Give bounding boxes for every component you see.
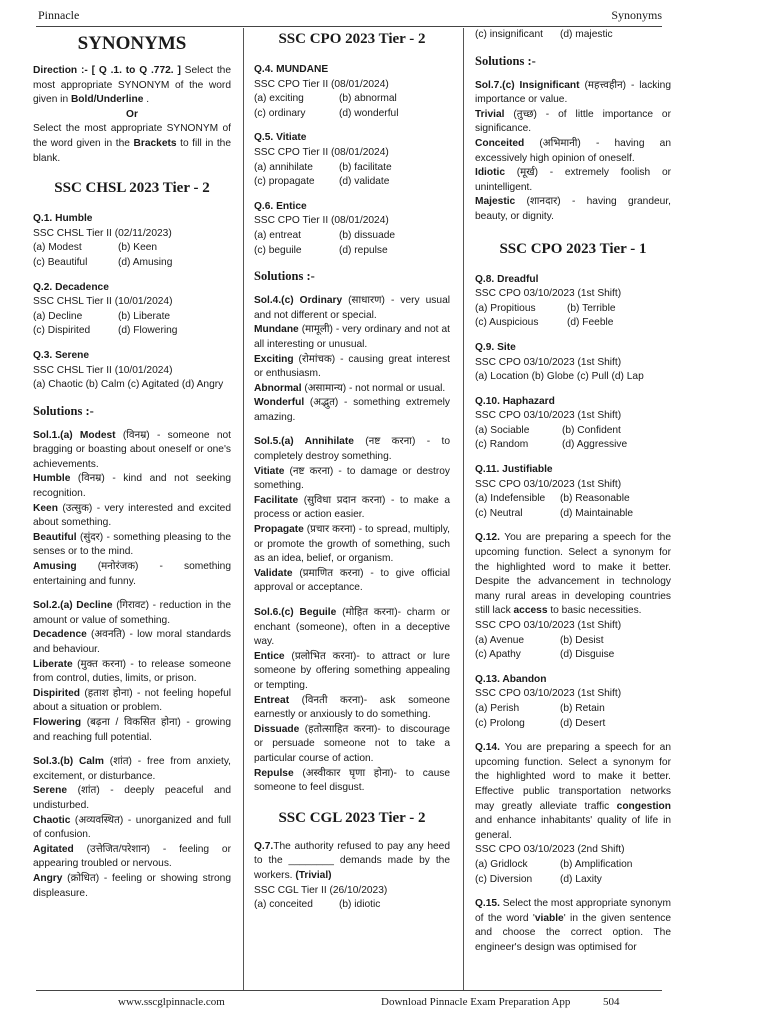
definition-term: Sol.3.(b) Calm: [33, 756, 104, 768]
option-c: (c) ordinary: [254, 107, 306, 119]
option-a: (a) Perish: [475, 702, 520, 714]
definition-line: [254, 323, 450, 352]
definition-line: [33, 716, 231, 745]
question-source: SSC CPO Tier II (08/01/2024): [254, 146, 389, 158]
definition-text: (बढ़ना / विकसित होना) - growing and reaching full potential.: [33, 716, 231, 743]
definition-line: [254, 294, 450, 323]
question-source: SSC CHSL Tier II (10/01/2024): [33, 364, 173, 376]
option-c: (c) Apathy: [475, 649, 521, 661]
header-brand: Pinnacle: [38, 8, 80, 22]
option-d: (d) Desert: [560, 717, 606, 729]
option-c: (c) insignificant: [475, 29, 543, 40]
definition-term: Humble: [33, 473, 71, 485]
definition-text: (मुक्त करना) - to release someone from control, duties, limits, or prison.: [33, 658, 231, 685]
question-head: Q.3. Serene: [33, 349, 90, 361]
option-c: (c) Random: [475, 439, 529, 451]
definition-line: [475, 137, 671, 166]
definition-line: [33, 472, 231, 501]
footer-website[interactable]: www.sscglpinnacle.com: [118, 996, 225, 1008]
question-2: [33, 281, 231, 339]
option-d: (d) Disguise: [560, 649, 615, 661]
definition-line: [254, 567, 450, 596]
question-source: SSC CPO 03/10/2023 (2nd Shift): [475, 844, 625, 856]
definition-term: Trivial: [475, 108, 505, 120]
option-a: (a) Indefensible: [475, 493, 546, 505]
question-head: Q.10. Haphazard: [475, 395, 555, 407]
question-7: [254, 840, 450, 913]
definition-text: (सुंदर) - something pleasing to the senses or to the mind.: [33, 531, 231, 558]
definition-text: (विनती करना)- ask someone earnestly or anxiously to do something.: [254, 694, 450, 721]
question-text: Q.14. You are preparing a speech for an upcoming function. Select a synonym for the highlighted word to make it better. Effective public transportation networks may greatly alleviate traffic congestion and enhance inhabitants' quality of life in general.: [475, 742, 671, 841]
definition-term: Sol.4.(c) Ordinary: [254, 295, 343, 307]
solutions-heading: Solutions :-: [254, 269, 315, 284]
question-source: SSC CPO 03/10/2023 (1st Shift): [475, 288, 622, 300]
option-c: (c) Prolong: [475, 717, 525, 729]
question-source: SSC CPO Tier II (08/01/2024): [254, 78, 389, 90]
option-b: (b) facilitate: [339, 161, 392, 173]
definition-text: (हताश होना) - not feeling hopeful about a situation or problem.: [33, 687, 231, 714]
definition-text: (प्रमाणित करना) - to give official approval or acceptance.: [254, 567, 450, 594]
definition-text: (रोमांचक) - causing great interest or enthusiasm.: [254, 353, 450, 380]
option-b: (b) Desist: [560, 634, 604, 646]
column-divider: [243, 28, 244, 990]
section-title: SSC CGL 2023 Tier - 2: [278, 809, 426, 826]
definition-text: (अभिमानी) - having an excessively high opinion of oneself.: [475, 137, 671, 164]
question-source: SSC CPO 03/10/2023 (1st Shift): [475, 410, 622, 422]
definition-text: (मामूली) - very ordinary and not at all interesting or unusual.: [254, 324, 450, 350]
definition-term: Abnormal: [254, 382, 302, 394]
definition-text: (नष्ट करना) - to completely destroy something.: [254, 436, 450, 463]
definition-text: (तुच्छ) - of little importance or significance.: [475, 108, 671, 135]
definition-term: Idiotic: [475, 167, 505, 179]
definition-line: [254, 396, 450, 425]
question-5: [254, 131, 450, 189]
option-b: (b) Retain: [560, 702, 605, 714]
option-b: (b) Liberate: [118, 310, 171, 322]
definition-text: (अद्भुत) - something extremely amazing.: [254, 397, 450, 423]
option-b: (b) dissuade: [339, 229, 396, 241]
definition-line: [254, 494, 450, 523]
option-c: (c) Beautiful: [33, 256, 88, 268]
definition-text: (मूर्ख) - extremely foolish or unintelligent.: [475, 167, 671, 193]
question-source: SSC CPO 03/10/2023 (1st Shift): [475, 478, 622, 490]
definition-term: Wonderful: [254, 397, 305, 409]
direction-text: Direction :- [ Q .1. to Q .772. ] Select the most appropriate SYNONYM of the word given in Bold/Underline .: [33, 65, 231, 106]
question-source: SSC CGL Tier II (26/10/2023): [254, 884, 388, 896]
definition-text: (विनम्र) - kind and not seeking recognition.: [33, 473, 231, 500]
question-3: [33, 349, 231, 393]
definition-term: Majestic: [475, 196, 516, 208]
definition-term: Mundane: [254, 324, 299, 336]
option-a: (a) Decline: [33, 310, 83, 322]
definition-line: [254, 465, 450, 494]
question-source: SSC CHSL Tier II (02/11/2023): [33, 227, 172, 239]
question-11: [475, 463, 671, 521]
question-source: SSC CPO Tier II (08/01/2024): [254, 215, 389, 227]
option-d: (d) Maintainable: [560, 507, 634, 519]
question-4: [254, 63, 450, 121]
question-text: Q.7.The authority refused to pay any heed to the ________ demands made by the workers. (Trivial): [254, 840, 450, 881]
question-1: [33, 212, 231, 270]
definition-term: Dissuade: [254, 723, 300, 735]
definition-term: Flowering: [33, 716, 82, 728]
solution-5: [254, 435, 450, 596]
definition-line: [33, 628, 231, 657]
solution-1: [33, 429, 231, 590]
or-label: Or: [126, 108, 138, 120]
option-c: (c) Dispirited: [33, 325, 91, 337]
definition-text: (शानदार) - having grandeur, beauty, or dignity.: [475, 196, 671, 222]
option-a: (a) Propitious: [475, 302, 536, 314]
definition-term: Angry: [33, 872, 63, 884]
option-d: (d) Amusing: [118, 256, 173, 268]
column-3: [475, 28, 671, 965]
option-a: (a) Modest: [33, 242, 82, 254]
definition-line: [33, 599, 231, 628]
option-d: (d) Feeble: [567, 317, 614, 329]
definition-term: Exciting: [254, 353, 294, 365]
solution-6: [254, 606, 450, 796]
option-c: (c) Neutral: [475, 507, 523, 519]
definition-line: [254, 694, 450, 723]
question-head: Q.2. Decadence: [33, 281, 109, 293]
option-a: (a) Gridlock: [475, 858, 528, 870]
option-c: (c) beguile: [254, 244, 302, 256]
definition-text: (क्रोधित) - feeling or showing strong displeasure.: [33, 872, 231, 899]
definition-text: (हतोत्साहित करना)- to discourage or persuade someone not to take a particular course of action.: [254, 723, 450, 764]
option-c: (c) propagate: [254, 176, 315, 188]
solutions-heading: Solutions :-: [33, 403, 94, 418]
definition-text: (नष्ट करना) - to damage or destroy something.: [254, 465, 450, 492]
question-head: Q.5. Vitiate: [254, 132, 307, 144]
definition-term: Validate: [254, 567, 293, 579]
definition-term: Vitiate: [254, 465, 285, 477]
question-14: [475, 741, 671, 887]
question-head: Q.4. MUNDANE: [254, 64, 329, 75]
option-d: (d) Laxity: [560, 873, 602, 885]
definition-term: Keen: [33, 502, 58, 514]
question-6: [254, 200, 450, 258]
definition-text: (उत्सुक) - very interested and excited about something.: [33, 502, 231, 529]
definition-line: [33, 502, 231, 531]
definition-text: (अस्वीकार घृणा होना)- to cause someone to feel disgust.: [254, 767, 450, 794]
option-a: (a) conceited: [254, 899, 313, 911]
question-10: [475, 395, 671, 453]
option-d: (d) validate: [339, 176, 390, 188]
question-head: Q.1. Humble: [33, 213, 93, 225]
solution-7: [475, 79, 671, 225]
option-b: (b) idiotic: [339, 899, 381, 911]
definition-text: (सुविधा प्रदान करना) - to make a process or action easier.: [254, 494, 450, 521]
definition-line: [475, 195, 671, 224]
option-b: (b) Terrible: [567, 302, 616, 314]
options-line: (a) Location (b) Globe (c) Pull (d) Lap: [475, 371, 644, 383]
definition-term: Sol.5.(a) Annihilate: [254, 436, 354, 448]
footer-rule: [36, 990, 662, 991]
question-source: SSC CHSL Tier II (10/01/2024): [33, 296, 173, 308]
definition-term: Dispirited: [33, 687, 80, 699]
definition-line: [33, 658, 231, 687]
definition-term: Conceited: [475, 137, 525, 149]
definition-term: Sol.7.(c) Insignificant: [475, 79, 580, 91]
question-15: [475, 897, 671, 955]
definition-line: [33, 429, 231, 473]
question-head: Q.11. Justifiable: [475, 464, 553, 476]
definition-text: (शांत) - deeply peaceful and undisturbed.: [33, 785, 231, 811]
options-line: (a) Chaotic (b) Calm (c) Agitated (d) Angry: [33, 379, 224, 391]
page-header: [0, 0, 768, 28]
question-8: [475, 273, 671, 331]
question-source: SSC CPO 03/10/2023 (1st Shift): [475, 620, 622, 631]
option-b: (b) abnormal: [339, 93, 397, 105]
definition-term: Liberate: [33, 658, 73, 670]
definition-text: (विनम्र) - someone not bragging or boasting about oneself or one's achievements.: [33, 429, 231, 470]
definition-term: Entice: [254, 650, 285, 662]
definition-line: [475, 166, 671, 195]
option-a: (a) exciting: [254, 93, 304, 105]
option-b: (b) Amplification: [560, 858, 633, 870]
definition-line: [33, 814, 231, 843]
solutions-heading: Solutions :-: [475, 53, 536, 68]
definition-line: [475, 108, 671, 137]
solution-3: [33, 755, 231, 901]
definition-term: Facilitate: [254, 494, 299, 506]
column-divider: [463, 28, 464, 990]
definition-text: (अवनति) - low moral standards and behaviour.: [33, 629, 231, 655]
option-a: (a) entreat: [254, 229, 301, 241]
question-13: [475, 673, 671, 731]
definition-line: [254, 650, 450, 694]
header-rule: [36, 26, 662, 27]
question-head: Q.8. Dreadful: [475, 273, 539, 285]
definition-term: Amusing: [33, 561, 77, 573]
definition-text: (असामान्य) - not normal or usual.: [301, 382, 446, 394]
option-d: (d) wonderful: [339, 107, 399, 119]
solution-2: [33, 599, 231, 745]
definition-term: Beautiful: [33, 531, 77, 543]
definition-term: Repulse: [254, 767, 294, 779]
question-12: [475, 531, 671, 662]
question-source: SSC CPO 03/10/2023 (1st Shift): [475, 356, 622, 368]
definition-line: [254, 767, 450, 796]
page-number: 504: [603, 996, 620, 1008]
question-text: Q.15. Select the most appropriate synonym of the word 'viable' in the given sentence and choose the correct option. The engineer's design was optimised for: [475, 898, 671, 953]
column-2: [254, 28, 450, 923]
definition-line: [33, 531, 231, 560]
definition-line: [33, 687, 231, 716]
option-b: (b) Confident: [562, 424, 621, 436]
page-title: SYNONYMS: [77, 33, 187, 54]
definition-line: [254, 523, 450, 567]
option-a: (a) Sociable: [475, 424, 530, 436]
definition-line: [33, 755, 231, 784]
option-d: (d) repulse: [339, 244, 388, 256]
option-b: (b) Keen: [118, 242, 158, 254]
question-head: Q.13. Abandon: [475, 673, 547, 685]
definition-text: (प्रचार करना) - to spread, multiply, or promote the growth of something, such as an idea, belief, or organism.: [254, 524, 450, 565]
definition-text: (प्रलोभित करना)- to attract or lure someone by offering something appealing or tempting.: [254, 650, 450, 691]
definition-term: Serene: [33, 785, 67, 797]
option-d: (d) Aggressive: [562, 439, 628, 451]
header-topic: Synonyms: [611, 8, 662, 22]
definition-line: [254, 723, 450, 767]
definition-term: Entreat: [254, 694, 290, 706]
definition-line: [33, 872, 231, 901]
definition-line: [33, 843, 231, 872]
definition-text: (मोहित करना)- charm or enchant (someone), often in a deceptive way.: [254, 607, 450, 648]
definition-line: [33, 784, 231, 813]
question-source: SSC CPO 03/10/2023 (1st Shift): [475, 688, 622, 700]
question-head: Q.9. Site: [475, 341, 516, 353]
direction-text-2: Select the most appropriate SYNONYM of the word given in the Brackets to fill in the blank.: [33, 123, 231, 164]
definition-text: (उत्तेजित/परेशान) - feeling or appearing troubled or nervous.: [33, 843, 231, 870]
definition-line: [475, 79, 671, 108]
footer-app-promo: Download Pinnacle Exam Preparation App: [381, 996, 571, 1008]
question-9: [475, 341, 671, 385]
page-footer: [0, 990, 768, 1024]
definition-term: Sol.6.(c) Beguile: [254, 607, 337, 618]
definition-text: (अव्यवस्थित) - unorganized and full of confusion.: [33, 814, 231, 841]
definition-term: Decadence: [33, 629, 87, 641]
definition-term: Chaotic: [33, 814, 71, 826]
definition-text: (साधारण) - very usual and not different or special.: [254, 295, 450, 321]
definition-term: Sol.2.(a) Decline: [33, 600, 113, 612]
definition-term: Agitated: [33, 843, 74, 855]
definition-text: (मनोरंजक) - something entertaining and funny.: [33, 561, 231, 587]
definition-line: [254, 382, 450, 397]
definition-text: (गिरावट) - reduction in the amount or value of something.: [33, 600, 231, 626]
option-c: (c) Diversion: [475, 873, 533, 885]
option-a: (a) annihilate: [254, 161, 313, 173]
option-d: (d) Flowering: [118, 325, 178, 337]
definition-text: (शांत) - free from anxiety, excitement, or disturbance.: [33, 756, 232, 782]
option-d: (d) majestic: [560, 29, 613, 40]
definition-line: [254, 435, 450, 464]
definition-term: Propagate: [254, 524, 304, 536]
section-title: SSC CPO 2023 Tier - 2: [278, 31, 426, 47]
question-head: Q.6. Entice: [254, 200, 307, 212]
section-title: SSC CHSL 2023 Tier - 2: [54, 180, 210, 197]
option-c: (c) Auspicious: [475, 317, 539, 329]
definition-text: (महत्त्वहीन) - lacking importance or value.: [475, 79, 671, 106]
option-a: (a) Avenue: [475, 634, 525, 646]
column-1: [33, 28, 231, 911]
section-title: SSC CPO 2023 Tier - 1: [499, 240, 647, 257]
definition-line: [254, 606, 450, 650]
option-b: (b) Reasonable: [560, 493, 630, 505]
definition-line: [33, 560, 231, 589]
question-text: Q.12. You are preparing a speech for the upcoming function. Select a synonym for the highlighted word to make it better. Despite the advancement in technology many rural areas in developing countries still lack access to basic necessities.: [475, 532, 671, 617]
definition-term: Sol.1.(a) Modest: [33, 429, 116, 441]
solution-4: [254, 294, 450, 425]
definition-line: [254, 353, 450, 382]
